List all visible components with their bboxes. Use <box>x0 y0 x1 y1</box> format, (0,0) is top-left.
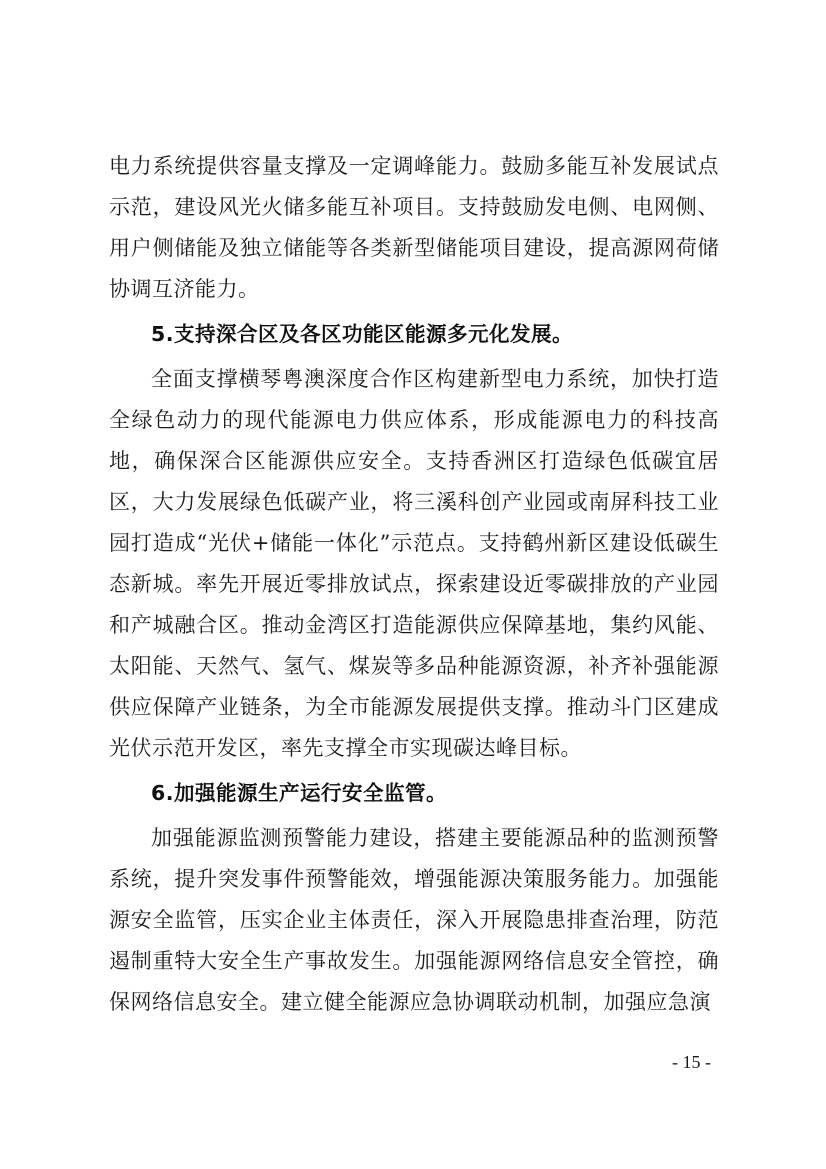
section-heading-6: 6.加强能源生产运行安全监管。 <box>151 781 448 805</box>
document-body <box>109 146 719 1023</box>
paragraph-district-development: 全面支撑横琴粤澳深度合作区构建新型电力系统，加快打造全绿色动力的现代能源电力供应体系，形成能源电力的科技高地，确保深合区能源供应安全。支持香洲区打造绿色低碳宜居区，大力发展绿色低碳产业，将三溪科创产业园或南屏科技工业园打造成“光伏+储能一体化”示范点。支持鹤州新区建设低碳生态新城。率先开展近零排放试点，探索建设近零碳排放的产业园和产城融合区。推动金湾区打造能源供应保障基地，集约风能、太阳能、天然气、氢气、煤炭等多品种能源资源，补齐补强能源供应保障产业链条，为全市能源发展提供支撑。推动斗门区建成光伏示范开发区，率先支撑全市实现碳达峰目标。 <box>109 367 719 760</box>
section-heading-5: 5.支持深合区及各区功能区能源多元化发展。 <box>151 322 574 346</box>
page-number: - 15 - <box>672 1052 711 1072</box>
paragraph-continued: 电力系统提供容量支撑及一定调峰能力。鼓励多能互补发展试点示范，建设风光火储多能互补项目。支持鼓励发电侧、电网侧、用户侧储能及独立储能等各类新型储能项目建设，提高源网荷储协调互济能力。 <box>109 154 719 301</box>
paragraph-safety-supervision: 加强能源监测预警能力建设，搭建主要能源品种的监测预警系统，提升突发事件预警能效，增强能源决策服务能力。加强能源安全监管，压实企业主体责任，深入开展隐患排查治理，防范遏制重特大安全生产事故发生。加强能源网络信息安全管控，确保网络信息安全。建立健全能源应急协调联动机制，加强应急演 <box>109 826 719 1014</box>
